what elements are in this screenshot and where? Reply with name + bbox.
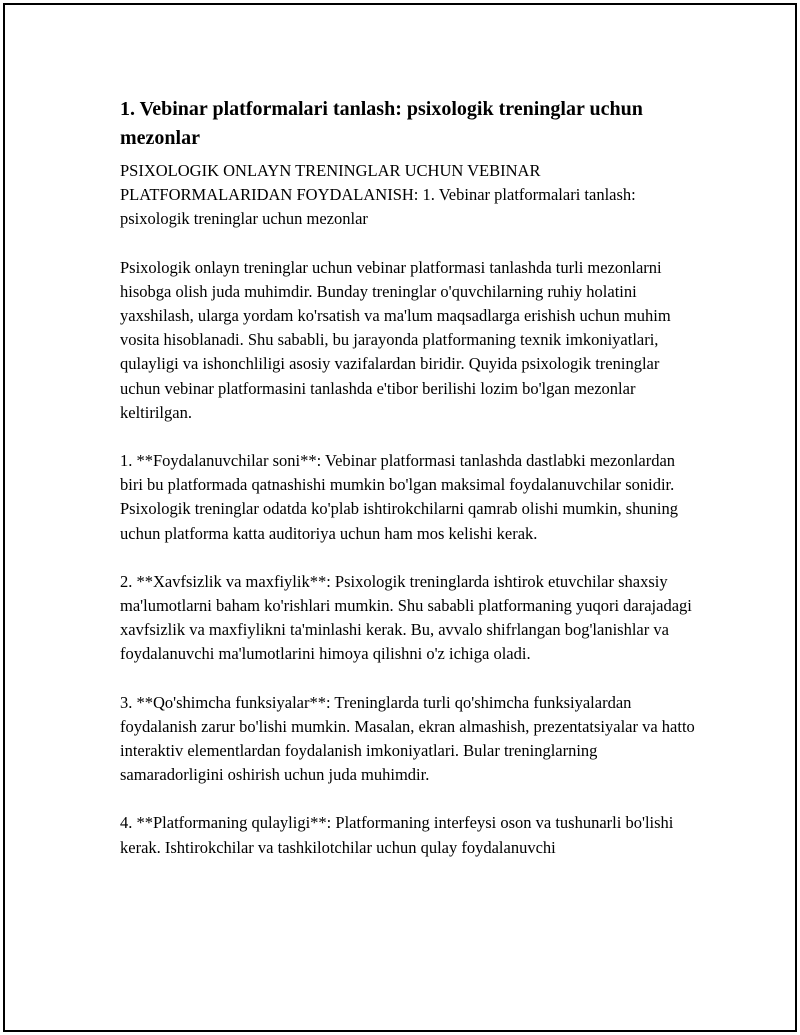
paragraph-criterion-2: 2. **Xavfsizlik va maxfiylik**: Psixologik treninglarda ishtirok etuvchilar shaxsiy ma'lumotlarni baham ko'rishlari mumkin. Shu sababli platformaning yuqori darajadagi xavfsizlik va maxfiylikni ta'minlashi kerak. Bu, avvalo shifrlangan bog'lanishlar va foydalanuvchi ma'lumotlarini himoya qilishni o'z ichiga oladi. — [120, 571, 692, 664]
document-body — [120, 95, 695, 884]
document-heading: 1. Vebinar platformalari tanlash: psixologik treninglar uchun mezonlar — [120, 98, 643, 149]
paragraph-criterion-1: 1. **Foydalanuvchilar soni**: Vebinar platformasi tanlashda dastlabki mezonlardan biri bu platformada qatnashishi mumkin bo'lgan maksimal foydalanuvchilar sonidir. Psixologik treninglar odatda ko'plab ishtirokchilarni qamrab olishi mumkin, shuning uchun platforma katta auditoriya uchun ham mos kelishi kerak. — [120, 451, 678, 543]
paragraph-criterion-4: 4. **Platformaning qulayligi**: Platformaning interfeysi oson va tushunarli bo'lishi kerak. Ishtirokchilar va tashkilotchilar uchun qulay foydalanuvchi — [120, 813, 674, 857]
paragraph-overview: Psixologik onlayn treninglar uchun vebinar platformasi tanlashda turli mezonlarni hisobga olish juda muhimdir. Bunday treninglar o'quvchilarning ruhiy holatini yaxshilash, ularga yordam ko'rsatish va ma'lum maqsadlarga erishish uchun muhim vosita hisoblanadi. Shu sababli, bu jarayonda platformaning texnik imkoniyatlari, qulayligi va ishonchliligi asosiy vazifalardan biridir. Quyida psixologik treninglar uchun vebinar platformasini tanlashda e'tibor berilishi lozim bo'lgan mezonlar keltirilgan. — [120, 257, 671, 422]
page-frame — [3, 3, 797, 1032]
paragraph-criterion-3: 3. **Qo'shimcha funksiyalar**: Treninglarda turli qo'shimcha funksiyalardan foydalanish zarur bo'lishi mumkin. Masalan, ekran almashish, prezentatsiyalar va hatto interaktiv elementlardan foydalanish imkoniyatlari. Bular treninglarning samaradorligini oshirish uchun juda muhimdir. — [120, 692, 695, 785]
paragraph-intro: PSIXOLOGIK ONLAYN TRENINGLAR UCHUN VEBINAR PLATFORMALARIDAN FOYDALANISH: 1. Vebinar platformalari tanlash: psixologik treninglar uchun mezonlar — [120, 161, 636, 229]
